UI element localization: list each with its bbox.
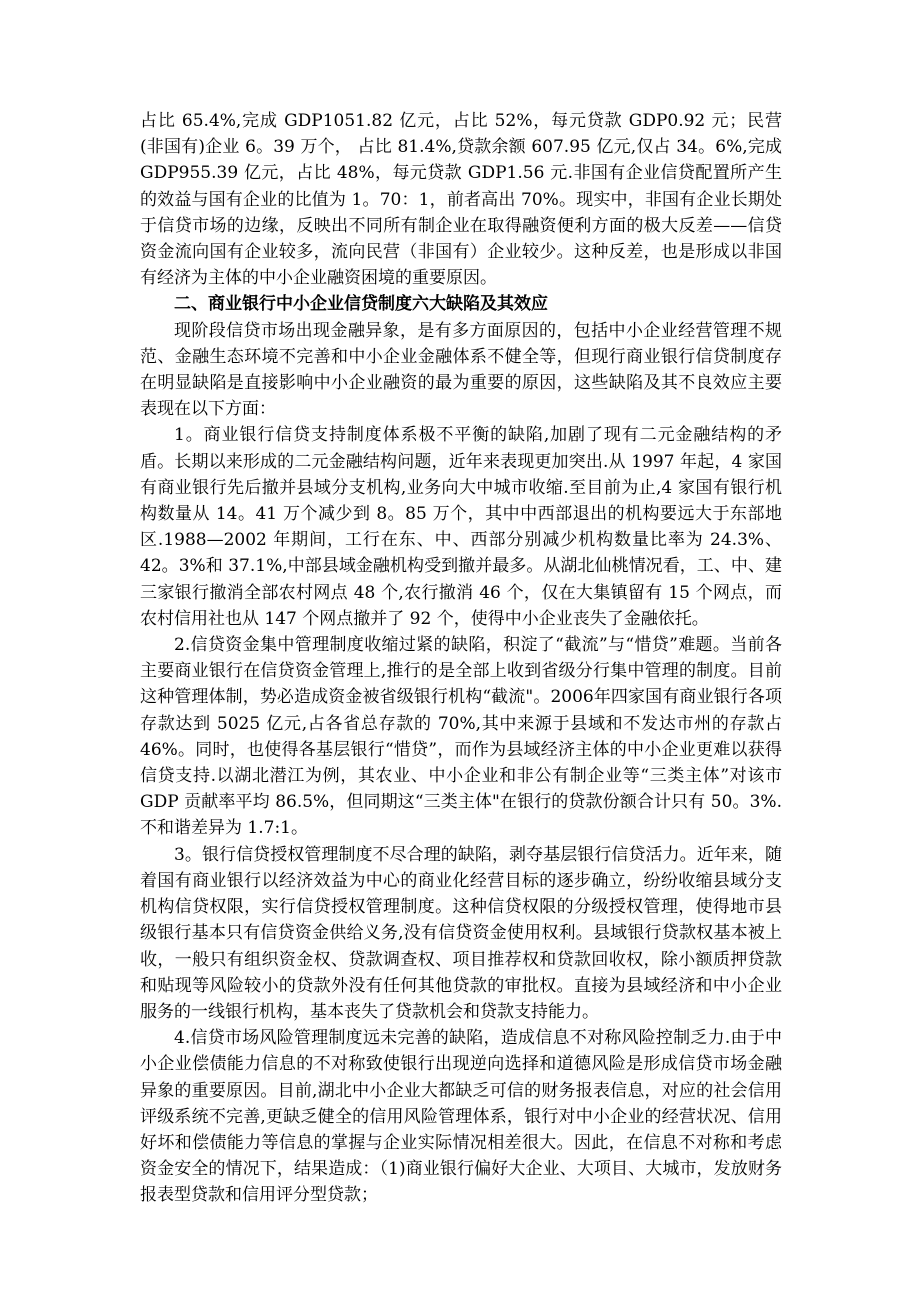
paragraph-intro-defects: 现阶段信贷市场出现金融异象，是有多方面原因的，包括中小企业经营管理不规范、金融生态环境不完善和中小企业金融体系不健全等，但现行商业银行信贷制度存在明显缺陷是直接影响中小企业融资的最为重要的原因，这些缺陷及其不良效应主要表现在以下方面： bbox=[140, 320, 782, 420]
section-heading-credit-defects: 二、商业银行中小企业信贷制度六大缺陷及其效应 bbox=[174, 294, 548, 315]
paragraph-defect-1: 1。商业银行信贷支持制度体系极不平衡的缺陷,加剧了现有二元金融结构的矛盾。长期以来形成的二元金融结构问题，近年来表现更加突出.从 1997 年起，4 家国有商业银行先后撤并县域分支机构,业务向大中城市收缩.至目前为止,4 家国有银行机构数量从 14。41 万个减少到 8。85 万个，其中中西部退出的机构要远大于东部地区.1988—2002 年期间，工行在东、中、西部分别减少机构数量比率为 24.3%、42。3%和 37.1%,中部县域金融机构受到撤并最多。从湖北仙桃情况看，工、中、建三家银行撤消全部农村网点 48 个,农行撤消 46 个，仅在大集镇留有 15 个网点，而农村信用社也从 147 个网点撤并了 92 个，使得中小企业丧失了金融依托。 bbox=[140, 425, 782, 629]
document-page bbox=[140, 108, 782, 1209]
paragraph-defect-3: 3。银行信贷授权管理制度不尽合理的缺陷，剥夺基层银行信贷活力。近年来，随着国有商业银行以经济效益为中心的商业化经营目标的逐步确立，纷纷收缩县域分支机构信贷权限，实行信贷授权管理制度。这种信贷权限的分级授权管理，使得地市县级银行基本只有信贷资金供给义务,没有信贷资金使用权利。县域银行贷款权基本被上收，一般只有组织资金权、贷款调查权、项目推荐权和贷款回收权，除小额质押贷款和贴现等风险较小的贷款外没有任何其他贷款的审批权。直接为县域经济和中小企业服务的一线银行机构，基本丧失了贷款机会和贷款支持能力。 bbox=[140, 844, 782, 1022]
paragraph-defect-2: 2.信贷资金集中管理制度收缩过紧的缺陷，积淀了“截流”与“惜贷”难题。当前各主要商业银行在信贷资金管理上,推行的是全部上收到省级分行集中管理的制度。目前这种管理体制，势必造成资金被省级银行机构“截流"。2006年四家国有商业银行各项存款达到 5025 亿元,占各省总存款的 70%,其中来源于县域和不发达市州的存款占 46%。同时，也使得各基层银行“惜贷”，而作为县域经济主体的中小企业更难以获得信贷支持.以湖北潜江为例，其农业、中小企业和非公有制企业等“三类主体”对该市 GDP 贡献率平均 86.5%，但同期这“三类主体"在银行的贷款份额合计只有 50。3%.不和谐差异为 1.7:1。 bbox=[140, 635, 782, 839]
paragraph-ownership-comparison: 占比 65.4%,完成 GDP1051.82 亿元，占比 52%，每元贷款 GDP0.92 元；民营(非国有)企业 6。39 万个， 占比 81.4%,贷款余额 607.95 亿元,仅占 34。6%,完成 GDP955.39 亿元，占比 48%，每元贷款 GDP1.56 元.非国有企业信贷配置所产生的效益与国有企业的比值为 1。70：1，前者高出 70%。现实中，非国有企业长期处于信贷市场的边缘，反映出不同所有制企业在取得融资便利方面的极大反差——信贷资金流向国有企业较多，流向民营（非国有）企业较少。这种反差，也是形成以非国有经济为主体的中小企业融资困境的重要原因。 bbox=[140, 111, 782, 289]
paragraph-defect-4: 4.信贷市场风险管理制度远未完善的缺陷，造成信息不对称风险控制乏力.由于中小企业偿债能力信息的不对称致使银行出现逆向选择和道德风险是形成信贷市场金融异象的重要原因。目前,湖北中小企业大都缺乏可信的财务报表信息，对应的社会信用评级系统不完善,更缺乏健全的信用风险管理体系，银行对中小企业的经营状况、信用好坏和偿债能力等信息的掌握与企业实际情况相差很大。因此，在信息不对称和考虑资金安全的情况下，结果造成：（1)商业银行偏好大企业、大项目、大城市，发放财务报表型贷款和信用评分型贷款； bbox=[140, 1028, 782, 1206]
